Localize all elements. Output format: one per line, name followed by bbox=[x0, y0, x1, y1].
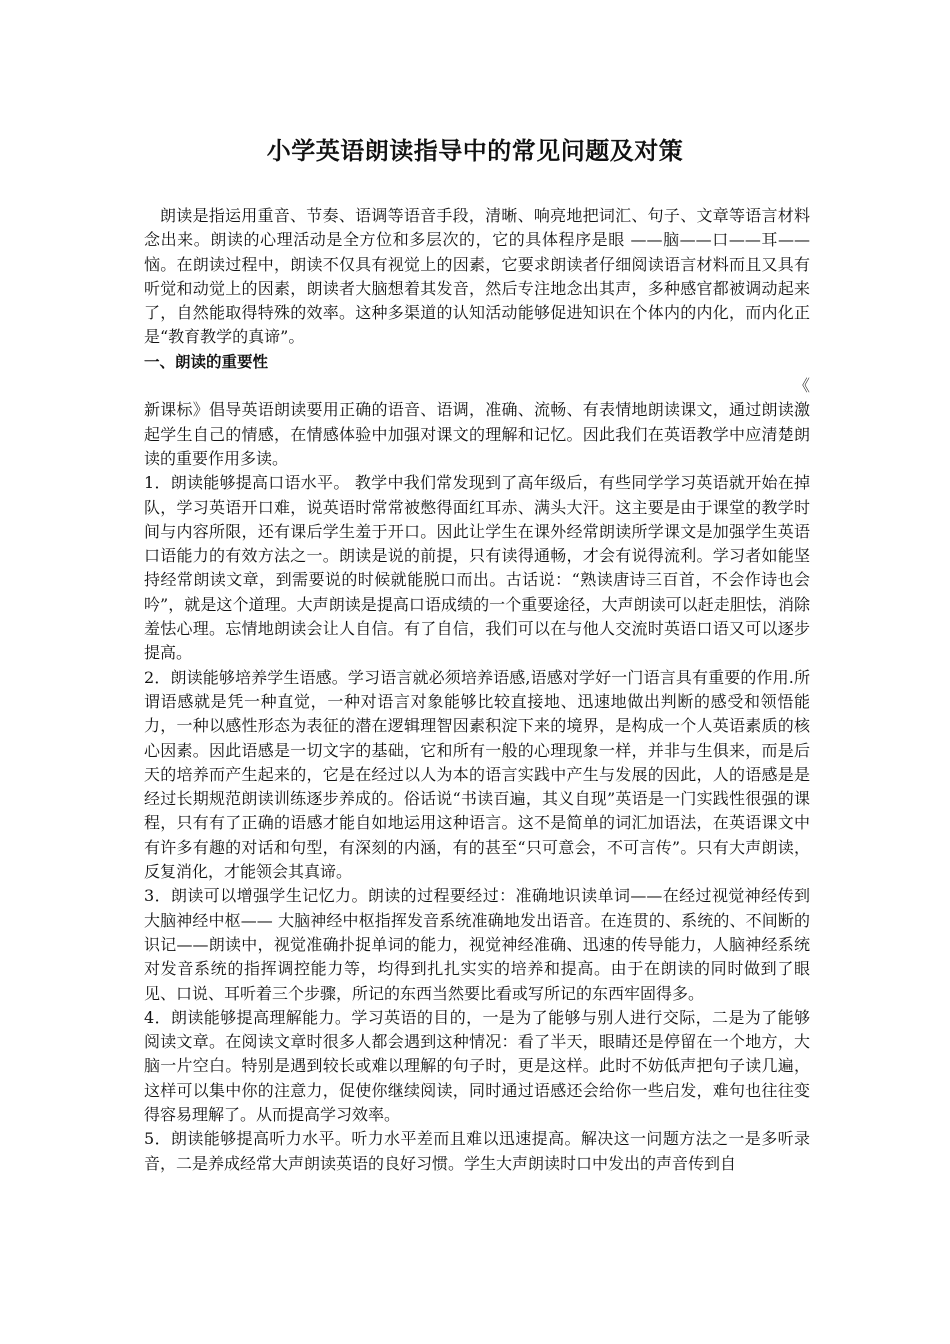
section-intro-paragraph: 新课标》倡导英语朗读要用正确的语音、语调，准确、流畅、有表情地朗读课文，通过朗读激起学生自己的情感，在情感体验中加强对课文的理解和记忆。因此我们在英语教学中应清楚朗读的重要作用多读。 bbox=[144, 400, 810, 468]
section-heading: 一、朗读的重要性 bbox=[144, 352, 269, 371]
intro-paragraph: 朗读是指运用重音、节奏、语调等语音手段，清晰、响亮地把词汇、句子、文章等语言材料念出来。朗读的心理活动是全方位和多层次的，它的具体程序是眼 ——脑——口——耳——恼。在朗读过程中，朗读不仅具有视觉上的因素，它要求朗读者仔细阅读语言材料而且又具有听觉和动觉上的因素，朗读者大脑想着其发音，然后专注地念出其声，多种感官都被调动起来了，自然能取得特殊的效率。这种多渠道的认知活动能够促进知识在个体内的内化，而内化正是“教育教学的真谛”。 bbox=[144, 206, 810, 347]
point-paragraph-1: 1．朗读能够提高口语水平。 教学中我们常发现到了高年级后，有些同学学习英语就开始在掉队，学习英语开口难，说英语时常常被憋得面红耳赤、满头大汗。这主要是由于课堂的教学时间与内容所限，还有课后学生羞于开口。因此让学生在课外经常朗读所学课文是加强学生英语口语能力的有效方法之一。朗读是说的前提，只有读得通畅，才会有说得流利。学习者如能坚持经常朗读文章，到需要说的时候就能脱口而出。古话说：“熟读唐诗三百首，不会作诗也会吟”，就是这个道理。大声朗读是提高口语成绩的一个重要途径，大声朗读可以赶走胆怯，消除羞怯心理。忘情地朗读会让人自信。有了自信，我们可以在与他人交流时英语口语又可以逐步提高。 bbox=[144, 473, 810, 663]
open-quote-mark: 《 bbox=[793, 376, 810, 396]
point-paragraph-4: 4．朗读能够提高理解能力。学习英语的目的，一是为了能够与别人进行交际，二是为了能够阅读文章。在阅读文章时很多人都会遇到这种情况：看了半天，眼睛还是停留在一个地方，大脑一片空白。特别是遇到较长或难以理解的句子时，更是这样。此时不妨低声把句子读几遍，这样可以集中你的注意力，促使你继续阅读，同时通过语感还会给你一些启发，难句也往往变得容易理解了。从而提高学习效率。 bbox=[144, 1007, 810, 1124]
point-paragraph-3: 3．朗读可以增强学生记忆力。朗读的过程要经过：准确地识读单词——在经过视觉神经传到大脑神经中枢—— 大脑神经中枢指挥发音系统准确地发出语音。在连贯的、系统的、不间断的识记——朗读中，视觉准确扑捉单词的能力，视觉神经准确、迅速的传导能力，人脑神经系统对发音系统的指挥调控能力等，均得到扎扎实实的培养和提高。由于在朗读的同时做到了眼见、口说、耳听着三个步骤，所记的东西当然要比看或写所记的东西牢固得多。 bbox=[144, 886, 810, 1003]
document-title: 小学英语朗读指导中的常见问题及对策 bbox=[266, 137, 684, 165]
point-paragraph-2: 2．朗读能够培养学生语感。学习语言就必须培养语感,语感对学好一门语言具有重要的作用.所谓语感就是凭一种直觉，一种对语言对象能够比较直接地、迅速地做出判断的感受和领悟能力，一种以感性形态为表征的潜在逻辑理智因素积淀下来的境界，是构成一个人英语素质的核心因素。因此语感是一切文字的基础，它和所有一般的心理现象一样，并非与生俱来，而是后天的培养而产生起来的，它是在经过以人为本的语言实践中产生与发展的因此，人的语感是是经过长期规范朗读训练逐步养成的。俗话说“书读百遍，其义自现”英语是一门实践性很强的课程，只有有了正确的语感才能自如地运用这种语言。这不是简单的词汇加语法，在英语课文中有许多有趣的对话和句型，有深刻的内涵，有的甚至“只可意会，不可言传”。只有大声朗读，反复消化，才能领会其真谛。 bbox=[144, 667, 810, 882]
document-body bbox=[144, 204, 810, 1176]
point-paragraph-5: 5．朗读能够提高听力水平。听力水平差而且难以迅速提高。解决这一问题方法之一是多听录音，二是养成经常大声朗读英语的良好习惯。学生大声朗读时口中发出的声音传到自 bbox=[144, 1129, 810, 1173]
